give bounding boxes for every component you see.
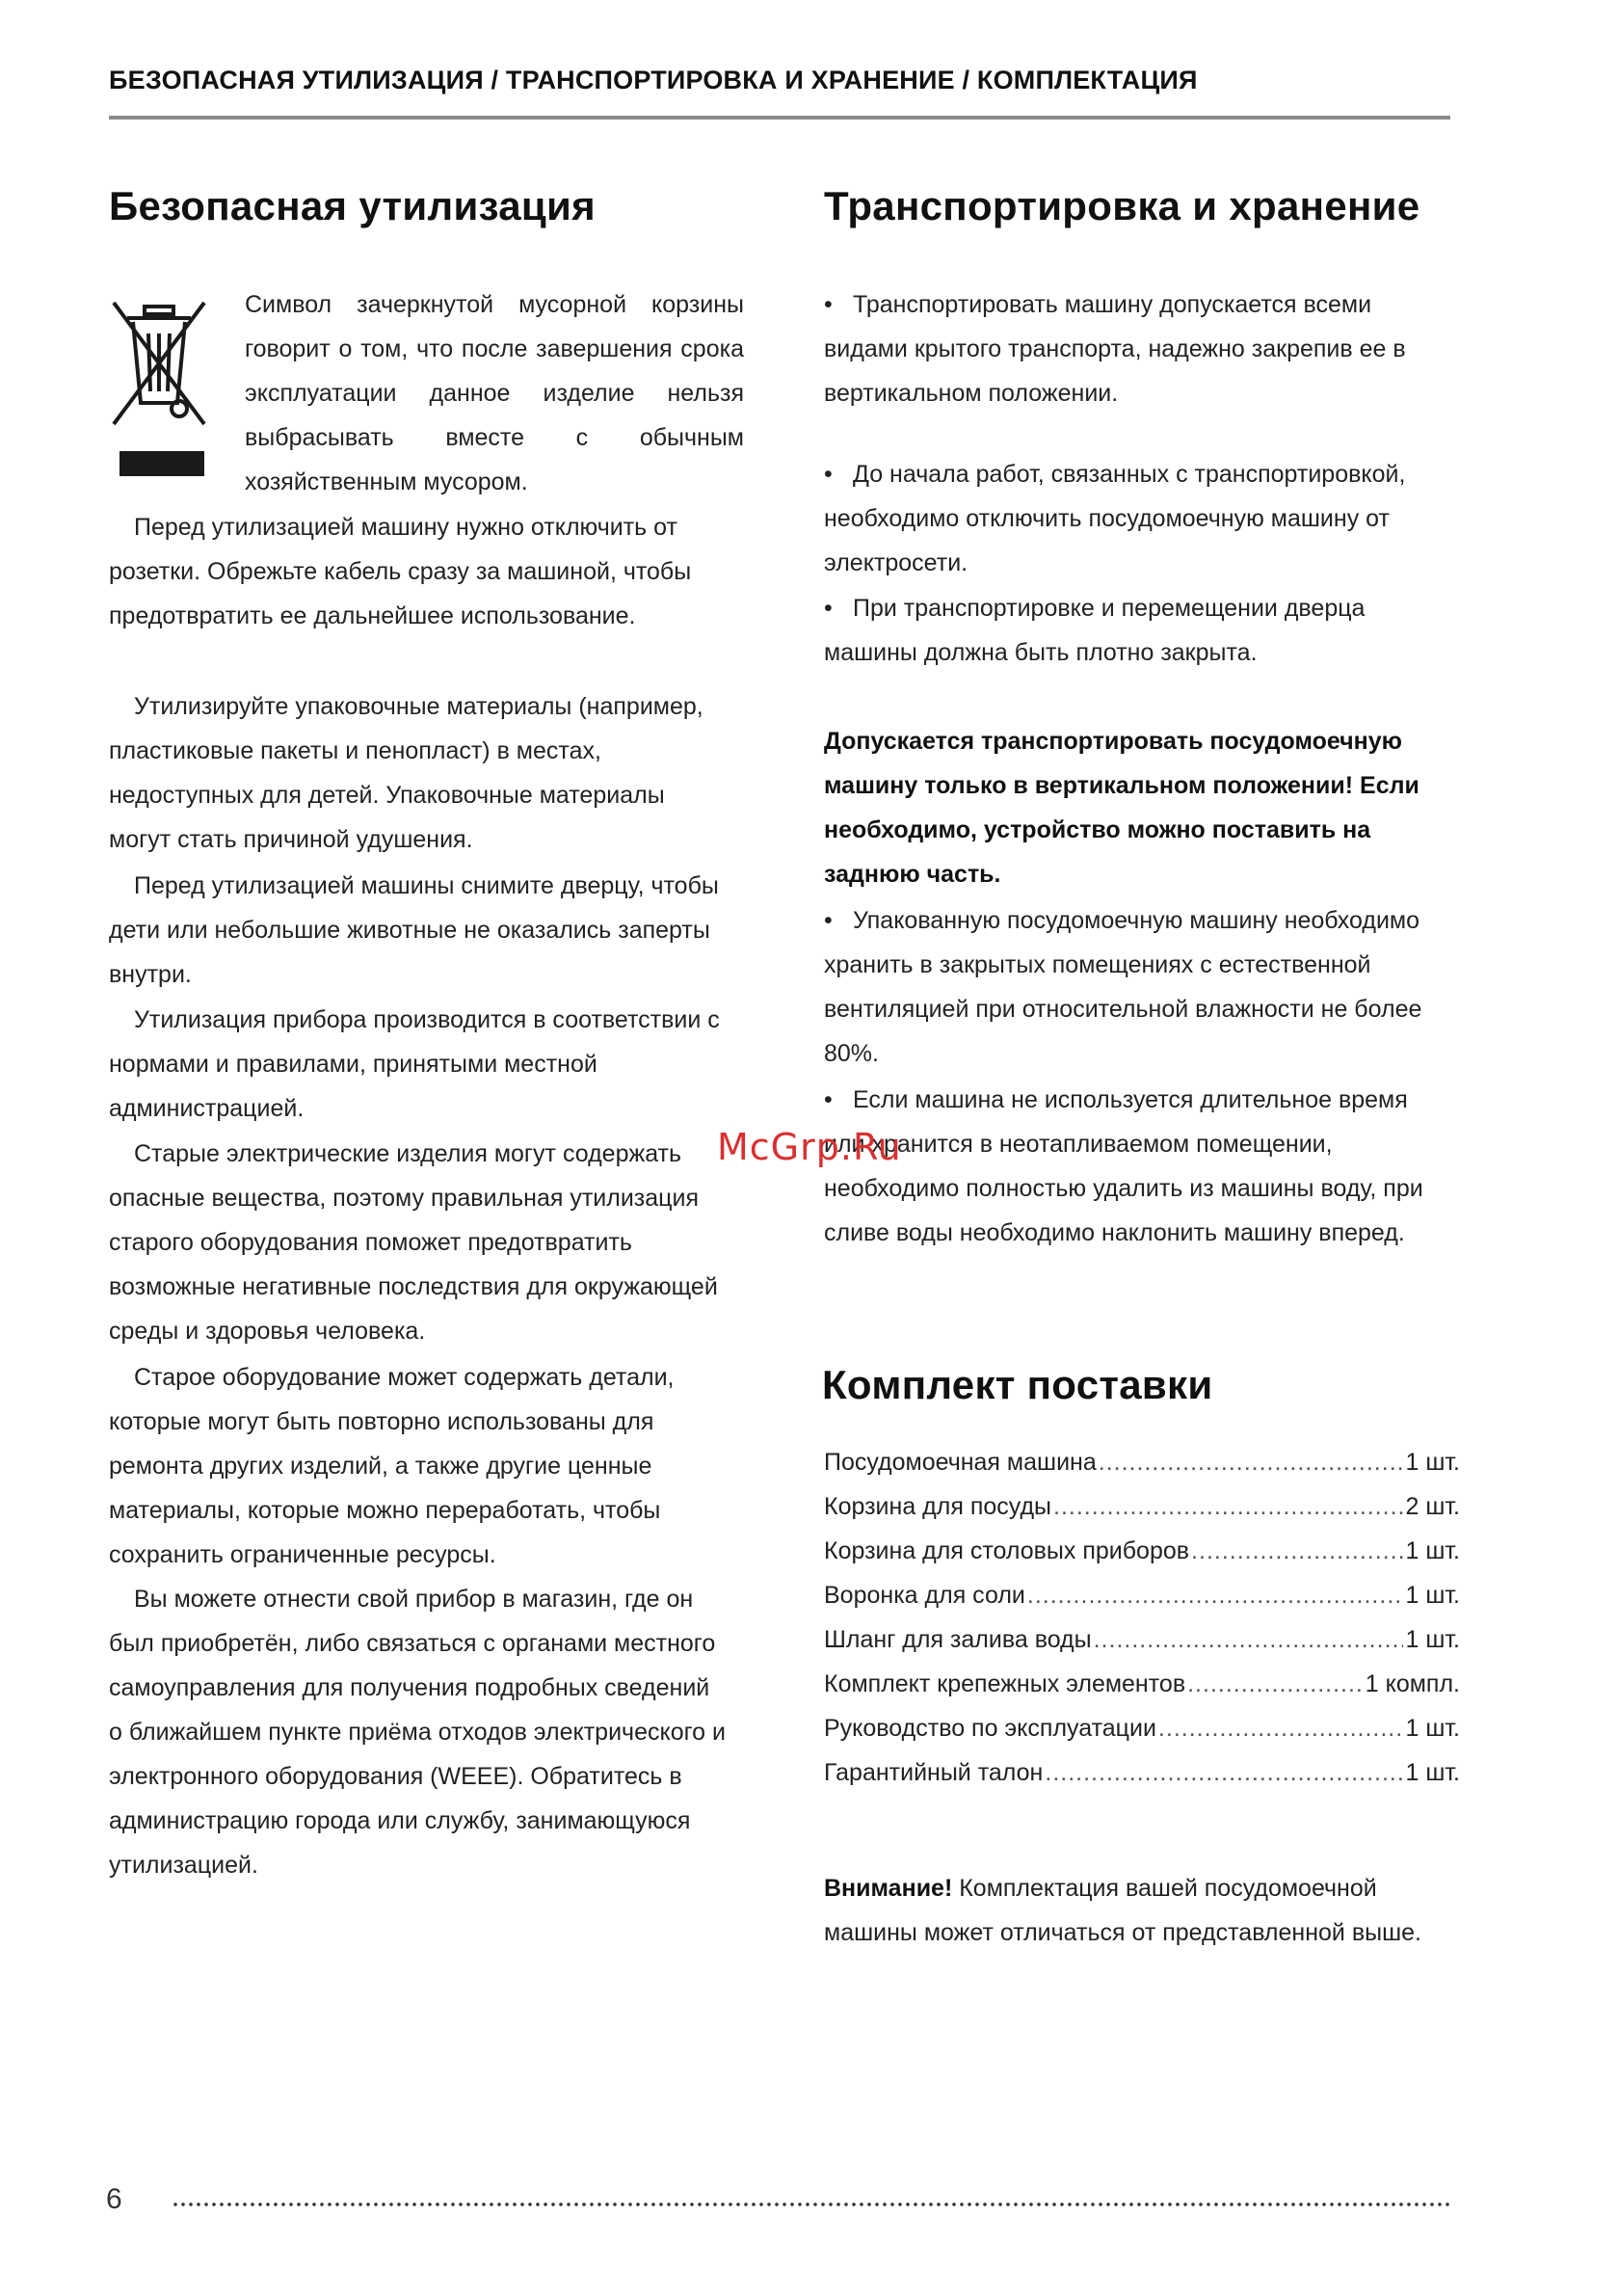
leader-dots (1027, 1582, 1404, 1610)
kit-item-name: Посудомоечная машина (824, 1449, 1097, 1476)
leader-dots (1099, 1449, 1404, 1477)
transport-bullet: • При транспортировке и перемещении дверца машины должна быть плотно закрыта. (824, 586, 1450, 675)
transport-warning: Допускается транспортировать посудомоечную машину только в вертикальном положении! Если необходимо, устройство можно поставить на заднюю часть. (824, 728, 1419, 888)
heading-delivery-kit: Комплект поставки (822, 1362, 1213, 1407)
kit-item-qty: 1 шт. (1405, 1626, 1460, 1653)
kit-item (824, 1493, 1460, 1537)
kit-item-qty: 1 шт. (1405, 1715, 1460, 1742)
leader-dots (1187, 1670, 1364, 1698)
transport-bullet: • До начала работ, связанных с транспортировкой, необходимо отключить посудомоечную машину от электросети. (824, 452, 1460, 585)
weee-description: Символ зачеркнутой мусорной корзины говорит о том, что после завершения срока эксплуатации данное изделие нельзя выбрасывать вместе с обычным хозяйственным мусором. (245, 291, 744, 495)
kit-item-qty: 1 шт. (1405, 1759, 1460, 1786)
attention-label: Внимание! (824, 1875, 953, 1902)
leader-dots (1094, 1626, 1404, 1654)
kit-item-name: Руководство по эксплуатации (824, 1715, 1156, 1742)
attention-note (824, 1866, 1460, 1955)
kit-item (824, 1582, 1460, 1626)
left-paragraph: Вы можете отнести свой прибор в магазин, где он был приобретён, либо связаться с органами местного самоуправления для получения подробных сведений о ближайшем пункте приёма отходов электрического и электронного оборудования (WEEE). Обратитесь в администрацию города или службу, занимающуюся утилизацией. (109, 1586, 726, 1879)
kit-item-qty: 1 шт. (1405, 1449, 1460, 1476)
leader-dots (1045, 1759, 1403, 1787)
storage-bullet: • Упакованную посудомоечную машину необходимо хранить в закрытых помещениях с естественной вентиляцией при относительной влажности не более 80%. (824, 898, 1460, 1076)
heading-transport-storage: Транспортировка и хранение (824, 183, 1420, 228)
kit-item-name: Воронка для соли (824, 1582, 1025, 1609)
kit-item (824, 1715, 1460, 1759)
left-paragraph: Утилизируйте упаковочные материалы (например, пластиковые пакеты и пенопласт) в местах, недоступных для детей. Упаковочные материалы могут стать причиной удушения. (109, 693, 703, 853)
kit-item-qty: 1 компл. (1365, 1670, 1460, 1697)
weee-crossed-bin-icon (108, 289, 210, 478)
left-paragraph: Старые электрические изделия могут содержать опасные вещества, поэтому правильная утилизация старого оборудования поможет предотвратить возможные негативные последствия для окружающей среды и здоровья человека. (109, 1140, 718, 1345)
kit-item (824, 1449, 1460, 1493)
kit-item-qty: 1 шт. (1405, 1537, 1460, 1564)
heading-safe-disposal: Безопасная утилизация (109, 183, 596, 228)
kit-item-name: Корзина для посуды (824, 1493, 1051, 1520)
kit-item-name: Гарантийный талон (824, 1759, 1044, 1786)
kit-list (824, 1449, 1460, 1803)
kit-item-qty: 1 шт. (1405, 1582, 1460, 1609)
left-paragraph: Утилизация прибора производится в соответствии с нормами и правилами, принятыми местной администрацией. (109, 1006, 720, 1122)
left-paragraph: Старое оборудование может содержать детали, которые могут быть повторно использованы для ремонта других изделий, а также другие ценные материалы, которые можно переработать, чтобы сохранить ограниченные ресурсы. (109, 1364, 675, 1568)
leader-dots (1191, 1537, 1403, 1565)
page-header (109, 62, 1450, 120)
transport-bullet: • Транспортировать машину допускается всеми видами крытого транспорта, надежно закрепив ее в вертикальном положении. (824, 282, 1450, 415)
storage-bullet: • Если машина не используется длительное время или хранится в неотапливаемом помещении, необходимо полностью удалить из машины воду, при сливе воды необходимо наклонить машину вперед. (824, 1078, 1450, 1255)
kit-item (824, 1537, 1460, 1582)
kit-item-name: Корзина для столовых приборов (824, 1537, 1190, 1564)
leader-dots (1053, 1493, 1403, 1521)
attention-text: Комплектация вашей посудомоечной машины может отличаться от представленной выше. (824, 1875, 1421, 1946)
left-paragraph: Перед утилизацией машины снимите дверцу, чтобы дети или небольшие животные не оказались заперты внутри. (109, 872, 719, 988)
leader-dots (1158, 1715, 1404, 1743)
left-paragraph: Перед утилизацией машину нужно отключить от розетки. Обрежьте кабель сразу за машиной, чтобы предотвратить ее дальнейшее использование. (109, 514, 692, 629)
watermark: McGrp.Ru (717, 1126, 902, 1168)
kit-item-qty: 2 шт. (1405, 1493, 1460, 1520)
kit-item-name: Комплект крепежных элементов (824, 1670, 1186, 1697)
kit-item (824, 1759, 1460, 1803)
kit-item (824, 1626, 1460, 1670)
header-title: БЕЗОПАСНАЯ УТИЛИЗАЦИЯ / ТРАНСПОРТИРОВКА И ХРАНЕНИЕ / КОМПЛЕКТАЦИЯ (109, 66, 1198, 94)
kit-item-name: Шланг для залива воды (824, 1626, 1092, 1653)
footer-dotted-rule (172, 2203, 1453, 2206)
page-number: 6 (106, 2183, 122, 2215)
kit-item (824, 1670, 1460, 1715)
